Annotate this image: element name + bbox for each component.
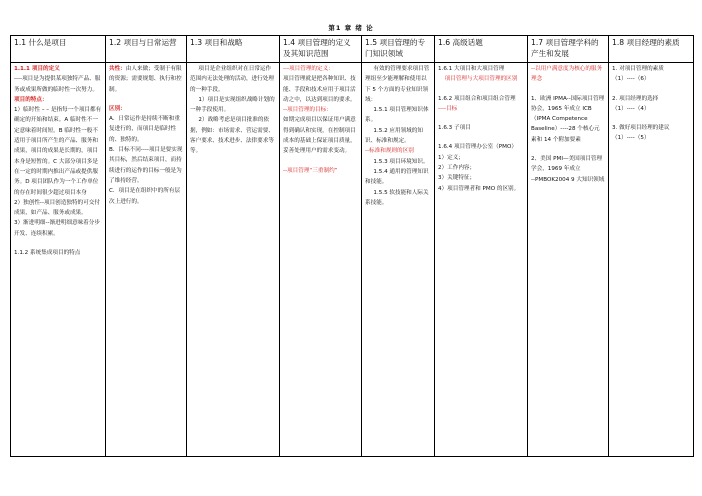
quality-item-2-range: （1）----（4） xyxy=(612,105,650,112)
header-cell: 1.4 项目管理的定义及其知识范围 xyxy=(280,36,362,63)
feature-unique: 2）独创性--项目创造独特的可交付成果，如产品、服务或成果。 xyxy=(14,199,100,217)
header-cell: 1.5 项目管理的专门知识领域 xyxy=(362,36,435,63)
quality-item-1: 1. 对项目管理的素质 xyxy=(612,66,664,72)
project-definition-title: 1.1.1 项目的定义 xyxy=(14,66,60,72)
pmo-item-2: 2）工作内容； xyxy=(438,165,476,172)
strategy-point-1: 1）项目是实现组织战略计划的一种手段使用。 xyxy=(190,96,275,114)
knowledge-item-1: 1.5.1 项目管理知识体系。 xyxy=(365,107,429,124)
knowledge-item-5: 1.5.5 软技能和人际关系技能。 xyxy=(365,189,429,206)
project-definition-text: ----项目是为提供某项独特产品、服务或成果所做的临时性一次努力。 xyxy=(14,76,101,93)
cell-pm-history xyxy=(528,63,609,457)
header-cell: 1.7 项目管理学科的产生和发展 xyxy=(528,36,609,63)
difference-c: C．项目是在组织中的所有层次上进行的。 xyxy=(109,188,181,205)
outline-table xyxy=(10,35,694,457)
strategy-point-2: 2）战略考虑是项目批准的依据，例如：市场需求、营运需要、客户要求、技术进步、法律要求等等。 xyxy=(190,117,274,155)
quality-item-3-range: （1）----（5） xyxy=(612,135,650,142)
pm-goal-text: 如期完成项目以保证用户满意得到确认和实现，在控制项目成本的基础上保证项目质量，妥善处理用户的需求变动。 xyxy=(283,117,356,155)
header-cell: 1.8 项目经理的素质 xyxy=(609,36,694,63)
topic-portfolio: 1.6.2 项目组合和项目组合管理 xyxy=(438,95,516,102)
cell-project-vs-operations xyxy=(106,63,187,457)
difference-title: 区别： xyxy=(109,105,126,112)
history-pmi: 2、美国 PMI—美国项目管理学会，1969 年成立 xyxy=(531,156,603,173)
history-ipma: 1、欧洲 IPMA--国际项目管理协会，1965 年成立 ICB（IPMA Competence Baseline）----28 个核心元素和 14 个附加要素 xyxy=(531,95,605,143)
topic-portfolio-note: ----目标 xyxy=(438,105,458,112)
knowledge-item-3: 1.5.3 项目环境知识。 xyxy=(373,158,429,165)
knowledge-intro: 有效的管理要求项目管理组至少能理解和使用以下 5 个方面的专业知识领域： xyxy=(365,66,430,103)
topic-subproject: 1.6.3 子项目 xyxy=(438,125,471,132)
cell-what-is-project xyxy=(11,63,106,457)
feature-temporary: 1）临时性 – – 是指每一个项目都有确定的开始和结束。A 临时性不一定意味着时间短。B 临时性一般不适用于项目所产生的产品、服务和成果，项目的成果是长期的，项目本身是短暂的。C 大部分项目多是在一定的时期内推出产品或提供服务。D 项目团队作为一个工作单位的存在时间很少超过项目本身 xyxy=(14,107,102,196)
quality-item-1-range: （1）----（6） xyxy=(612,76,650,83)
quality-item-2: 2. 项目经理的选择 xyxy=(612,95,659,102)
header-cell: 1.6 高级话题 xyxy=(435,36,528,63)
pm-goal-title: --项目管理的目标： xyxy=(283,107,332,114)
topic-program: 1.6.1 大项目和大项目管理 xyxy=(438,66,505,72)
cell-knowledge-areas xyxy=(362,63,435,457)
strategy-intro: 项目是企业组织对在日常运作范围内无法处理的活动，进行处理的一种手段。 xyxy=(190,66,274,93)
pmo-item-4: 4）项目管理者和 PMO 的区别。 xyxy=(438,185,520,192)
cell-project-and-strategy xyxy=(187,63,280,457)
triple-constraint: --项目管理“三重制约” xyxy=(283,167,338,174)
header-cell: 1.3 项目和战略 xyxy=(187,36,280,63)
standards-note: --标准和规则的区别 xyxy=(365,148,414,155)
history-pmbok: --PMBOK2004 9 大知识领域 xyxy=(531,176,605,183)
difference-b: B．目标不同----项目是要实现其目标，然后结束项目，而持续进行的运作的目标一般是为了维持经营。 xyxy=(109,147,183,184)
service-concept: --以用户满意度为核心的服务理念 xyxy=(531,66,603,83)
header-row xyxy=(11,36,694,63)
common-label: 共性： xyxy=(109,66,126,72)
knowledge-item-2: 1.5.2 应用领域的知识、标准和规定。 xyxy=(365,127,423,145)
pmo-item-1: 1）定义； xyxy=(438,154,464,161)
topic-program-note: 项目管理与大项目管理的区别 xyxy=(444,76,518,83)
pm-definition-text: 项目管理就是把各种知识、技能、手段和技术应用于项目活动之中，以达到项目的要求。 xyxy=(283,76,356,103)
cell-pm-qualities xyxy=(609,63,694,457)
content-row xyxy=(11,63,694,457)
cell-pm-definition xyxy=(280,63,362,457)
topic-pmo: 1.6.4 项目管理办公室（PMO） xyxy=(438,144,517,151)
page-title: 第1 章 绪 论 xyxy=(328,24,374,32)
pmo-item-3: 3）关键特征； xyxy=(438,175,476,182)
common-text: 由人来做；受制于有限的资源；需要规划、执行和控制。 xyxy=(109,66,182,93)
quality-item-3: 3. 做好项目经理的建议 xyxy=(612,125,670,132)
header-cell: 1.2 项目与日常运营 xyxy=(106,36,187,63)
cell-advanced-topics xyxy=(435,63,528,457)
difference-a: A．日常运作是持续不断和重复进行的，而项目是临时性的、独特的。 xyxy=(109,116,180,143)
knowledge-item-4: 1.5.4 通用的管理知识和技能。 xyxy=(365,168,429,186)
header-cell: 1.1 什么是项目 xyxy=(11,36,106,63)
pm-definition-title: ---项目管理的定义： xyxy=(283,66,334,72)
subsection-system-integration: 1.1.2 系统集成项目的特点 xyxy=(14,250,81,257)
feature-progressive: 3）渐进明细--渐进明细意味着分步开发、连续积累。 xyxy=(14,220,100,237)
project-features-title: 项目的特点： xyxy=(14,96,48,103)
